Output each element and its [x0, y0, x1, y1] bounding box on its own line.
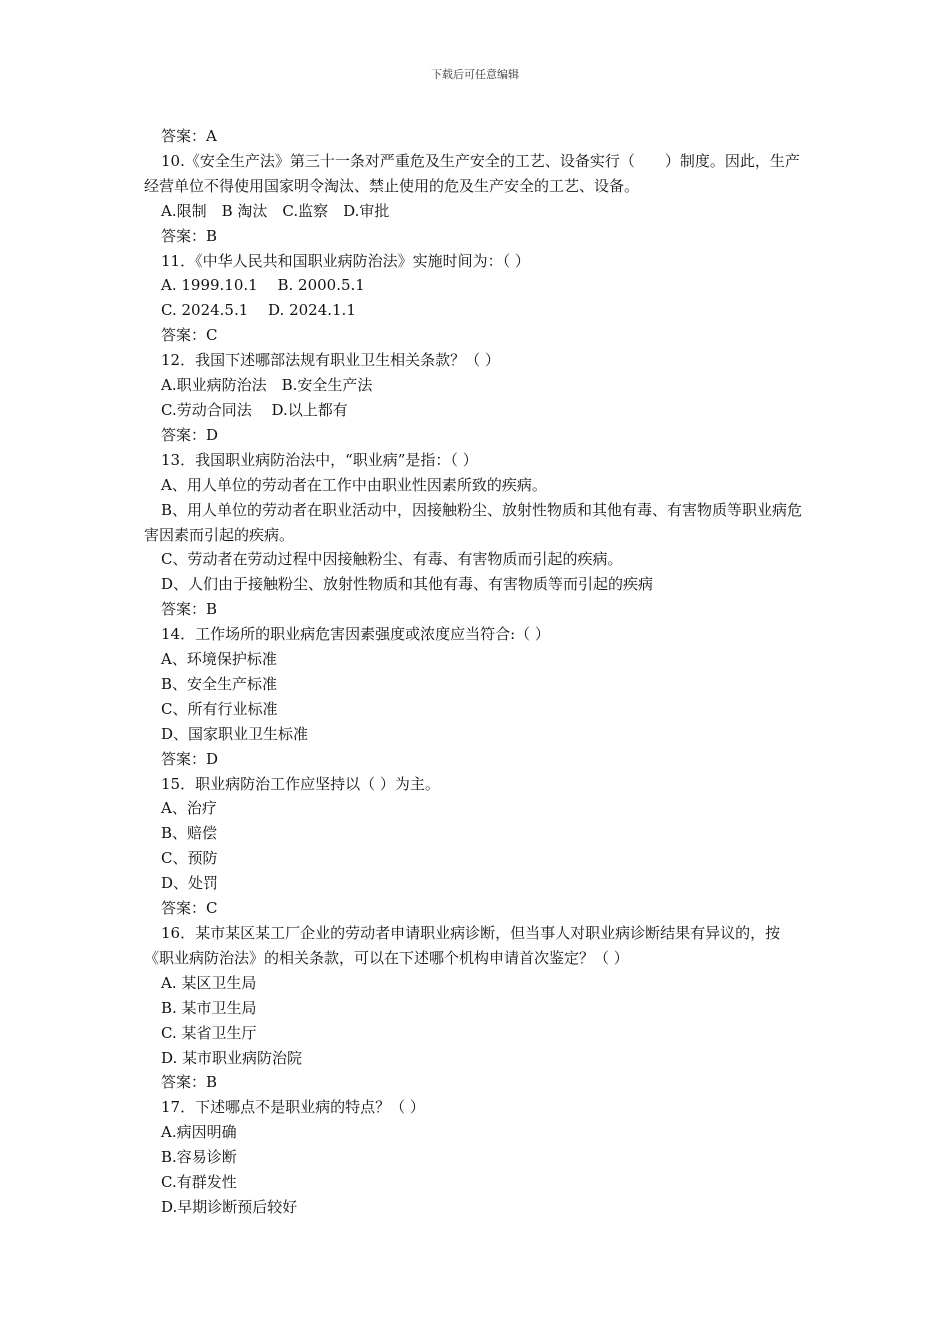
text-line: A. 1999.10.1 B. 2000.5.1: [161, 276, 365, 295]
text-line: B. 某市卫生局: [161, 998, 257, 1017]
text-line: A、环境保护标准: [161, 650, 277, 669]
text-line: 答案：B: [161, 1073, 218, 1092]
text-line: C、所有行业标准: [161, 699, 278, 718]
text-line: 14．工作场所的职业病危害因素强度或浓度应当符合:（ ）: [161, 625, 550, 644]
text-line: 11．《中华人民共和国职业病防治法》实施时间为：（ ）: [161, 251, 530, 270]
text-line: 12．我国下述哪部法规有职业卫生相关条款？（ ）: [161, 351, 500, 370]
text-line: 16．某市某区某工厂企业的劳动者申请职业病诊断，但当事人对职业病诊断结果有异议的，按《职业病防治法》的相关条款，可以在下述哪个机构申请首次鉴定？（ ）: [144, 924, 781, 967]
document-body: [144, 124, 808, 1220]
text-line: A. 某区卫生局: [161, 973, 257, 992]
page-header: 下载后可任意编辑: [431, 68, 519, 81]
text-line: D、人们由于接触粉尘、放射性物质和其他有毒、有害物质等而引起的疾病: [161, 575, 654, 594]
text-line: C.劳动合同法 D.以上都有: [161, 400, 348, 419]
text-line: 答案：A: [161, 127, 217, 145]
text-line: 答案：D: [161, 749, 219, 768]
text-line: C、劳动者在劳动过程中因接触粉尘、有毒、有害物质而引起的疾病。: [161, 550, 623, 569]
text-line: D.早期诊断预后较好: [161, 1197, 298, 1216]
text-line: D、处罚: [161, 874, 219, 893]
text-line: C.有群发性: [161, 1173, 237, 1192]
text-line: 答案：C: [161, 899, 218, 918]
text-line: 13．我国职业病防治法中，“职业病”是指：（ ）: [161, 450, 478, 469]
text-line: D. 某市职业病防治院: [161, 1048, 303, 1067]
text-line: 10.《安全生产法》第三十一条对严重危及生产安全的工艺、设备实行（ ）制度。因此，生产经营单位不得使用国家明令淘汰、禁止使用的危及生产安全的工艺、设备。: [144, 151, 800, 195]
text-line: 15．职业病防治工作应坚持以（ ）为主。: [161, 774, 440, 793]
text-line: A.限制 B 淘汰 C.监察 D.审批: [161, 201, 390, 220]
text-line: 答案：B: [161, 600, 218, 619]
text-line: A、用人单位的劳动者在工作中由职业性因素所致的疾病。: [161, 475, 547, 494]
text-line: 答案：B: [161, 226, 218, 245]
text-line: B、赔偿: [161, 824, 218, 843]
text-line: B.容易诊断: [161, 1148, 237, 1167]
text-line: A.病因明确: [161, 1123, 237, 1142]
text-line: C. 2024.5.1 D. 2024.1.1: [161, 301, 356, 320]
text-line: B、用人单位的劳动者在职业活动中，因接触粉尘、放射性物质和其他有毒、有害物质等职业病危害因素而引起的疾病。: [144, 500, 803, 544]
text-line: 答案：C: [161, 326, 218, 345]
text-line: B、安全生产标准: [161, 674, 278, 693]
text-line: 答案：D: [161, 425, 219, 444]
text-line: A、治疗: [161, 799, 217, 818]
text-line: D、国家职业卫生标准: [161, 724, 309, 743]
text-line: A.职业病防治法 B.安全生产法: [161, 376, 373, 395]
text-line: C. 某省卫生厅: [161, 1023, 257, 1042]
text-line: C、预防: [161, 849, 218, 868]
text-line: 17．下述哪点不是职业病的特点？（ ）: [161, 1098, 425, 1117]
